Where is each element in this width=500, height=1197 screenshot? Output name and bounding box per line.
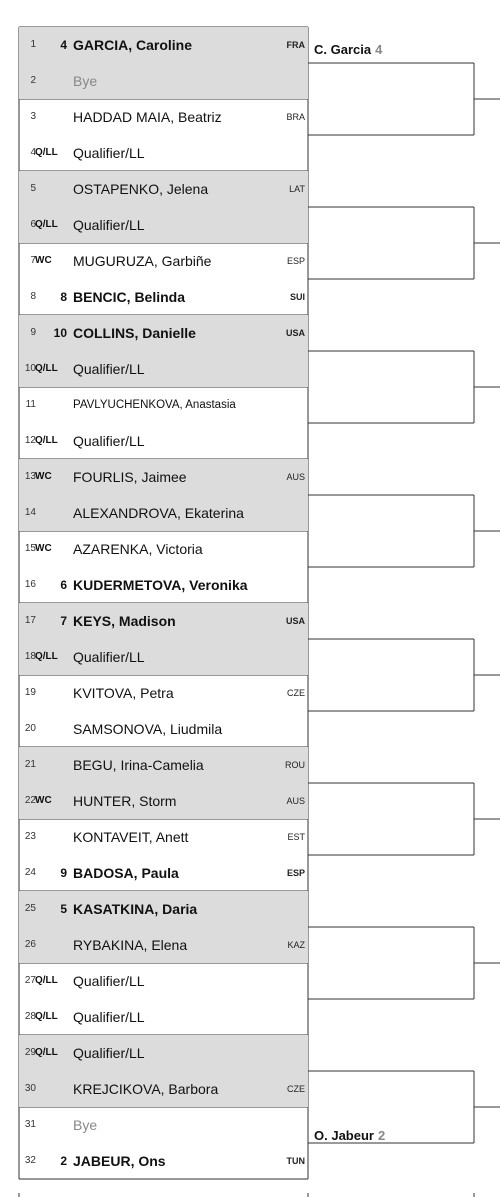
draw-position: 22 [24,795,36,806]
player-name: ALEXANDROVA, Ekaterina [73,505,244,521]
draw-row [19,819,308,855]
player-name: AZARENKA, Victoria [73,541,203,557]
player-name: MUGURUZA, Garbiñe [73,253,212,269]
player-name: GARCIA, Caroline [73,37,193,53]
draw-row [19,315,308,351]
draw-row [19,567,308,603]
draw-row [19,171,308,207]
entry-tag: Q/LL [35,435,58,446]
draw-position: 15 [24,543,36,554]
country-code: ESP [286,868,305,878]
draw-row [19,27,308,63]
player-name: Qualifier/LL [73,1009,145,1025]
draw-row [19,351,308,387]
result-bottom-name: O. Jabeur [314,1128,374,1143]
country-code: ESP [286,256,305,266]
player-name: HUNTER, Storm [73,793,177,809]
draw-row [19,747,308,783]
seed-number: 4 [60,38,67,52]
draw-row [19,495,308,531]
country-code: ROU [285,760,305,770]
player-name: COLLINS, Danielle [73,325,196,341]
country-code: AUS [286,472,305,482]
player-name: Qualifier/LL [73,145,145,161]
draw-row [19,963,308,999]
draw-row [19,135,308,171]
entry-tag: WC [35,795,52,806]
draw-position: 5 [30,183,36,194]
draw-row [19,99,308,135]
draw-position: 14 [24,507,36,518]
player-name: KEYS, Madison [73,613,176,629]
country-code: BRA [286,112,305,122]
draw-position: 25 [24,903,36,914]
player-name: Qualifier/LL [73,1045,145,1061]
draw-position: 10 [24,363,36,374]
country-code: TUN [286,1156,305,1166]
draw-position: 17 [24,615,36,626]
seed-number: 9 [60,866,67,880]
draw-position: 8 [30,291,36,302]
country-code: USA [285,328,305,338]
entry-tag: Q/LL [35,975,58,986]
draw-position: 3 [30,111,36,122]
draw-position: 13 [24,471,36,482]
entry-tag: Q/LL [35,651,58,662]
seed-number: 5 [60,902,67,916]
draw-row [19,999,308,1035]
player-name: Qualifier/LL [73,361,145,377]
draw-row [19,279,308,315]
player-name: KUDERMETOVA, Veronika [73,577,248,593]
result-bottom-seed: 2 [377,1128,386,1143]
draw-row [19,711,308,747]
player-name: BADOSA, Paula [73,865,179,881]
seed-number: 7 [60,614,67,628]
draw-row [19,207,308,243]
draw-position: 30 [24,1083,36,1094]
player-name: FOURLIS, Jaimee [73,469,187,485]
player-name: Qualifier/LL [73,973,145,989]
draw-position: 2 [30,75,36,86]
draw-position: 1 [30,39,36,50]
draw-row [19,387,308,423]
draw-position: 27 [24,975,36,986]
draw-position: 6 [30,219,36,230]
player-name: JABEUR, Ons [73,1153,166,1169]
draw-row [19,783,308,819]
draw-row [19,1035,308,1071]
draw-row [19,639,308,675]
entry-tag: WC [35,255,52,266]
draw-row [19,855,308,891]
draw-position: 21 [24,759,36,770]
player-name: SAMSONOVA, Liudmila [73,721,223,737]
draw-position: 4 [30,147,36,158]
player-name: RYBAKINA, Elena [73,937,188,953]
draw-row [19,63,308,99]
draw-position: 32 [24,1155,36,1166]
country-code: AUS [286,796,305,806]
player-name: Bye [73,1117,98,1133]
player-name: BENCIC, Belinda [73,289,186,305]
entry-tag: WC [35,543,52,554]
draw-row [19,423,308,459]
draw-row [19,531,308,567]
entry-tag: Q/LL [35,363,58,374]
draw-position: 19 [24,687,36,698]
country-code: EST [287,832,305,842]
seed-number: 6 [60,578,67,592]
draw-row [19,459,308,495]
player-name: Bye [73,73,98,89]
draw-row [19,603,308,639]
draw-position: 24 [24,867,36,878]
draw-row [19,1107,308,1143]
draw-position: 31 [24,1119,36,1130]
draw-position: 7 [30,255,36,266]
country-code: USA [285,616,305,626]
player-name: PAVLYUCHENKOVA, Anastasia [73,399,236,411]
player-name: HADDAD MAIA, Beatriz [73,109,222,125]
draw-row [19,927,308,963]
draw-position: 26 [24,939,36,950]
player-name: Qualifier/LL [73,217,145,233]
entry-tag: Q/LL [35,1011,58,1022]
player-name: OSTAPENKO, Jelena [73,181,209,197]
seed-number: 2 [60,1154,67,1168]
country-code: SUI [289,292,305,302]
seed-number: 10 [53,326,67,340]
country-code: LAT [289,184,305,194]
draw-position: 18 [24,651,36,662]
draw-row [19,1143,308,1179]
draw-position: 28 [24,1011,36,1022]
country-code: CZE [287,688,305,698]
draw-row [19,1071,308,1107]
result-bottom [314,1128,385,1143]
result-top [314,42,382,57]
draw-position: 29 [24,1047,36,1058]
draw-row [19,243,308,279]
draw-position: 23 [24,831,36,842]
player-name: KVITOVA, Petra [73,685,174,701]
country-code: CZE [287,1084,305,1094]
player-name: BEGU, Irina-Camelia [73,757,204,773]
draw-position: 11 [25,399,36,410]
draw-position: 20 [24,723,36,734]
draw-row [19,891,308,927]
country-code: KAZ [287,940,305,950]
entry-tag: WC [35,471,52,482]
player-name: KREJCIKOVA, Barbora [73,1081,219,1097]
draw-position: 9 [30,327,36,338]
entry-tag: Q/LL [35,219,58,230]
seed-number: 8 [60,290,67,304]
entry-tag: Q/LL [35,1047,58,1058]
result-top-seed: 4 [375,42,383,57]
country-code: FRA [286,40,305,50]
player-name: KONTAVEIT, Anett [73,829,189,845]
player-name: Qualifier/LL [73,433,145,449]
entry-tag: Q/LL [35,147,58,158]
draw-row [19,675,308,711]
draw-position: 16 [24,579,36,590]
player-name: KASATKINA, Daria [73,901,198,917]
result-top-name: C. Garcia [314,42,372,57]
player-name: Qualifier/LL [73,649,145,665]
draw-position: 12 [24,435,36,446]
